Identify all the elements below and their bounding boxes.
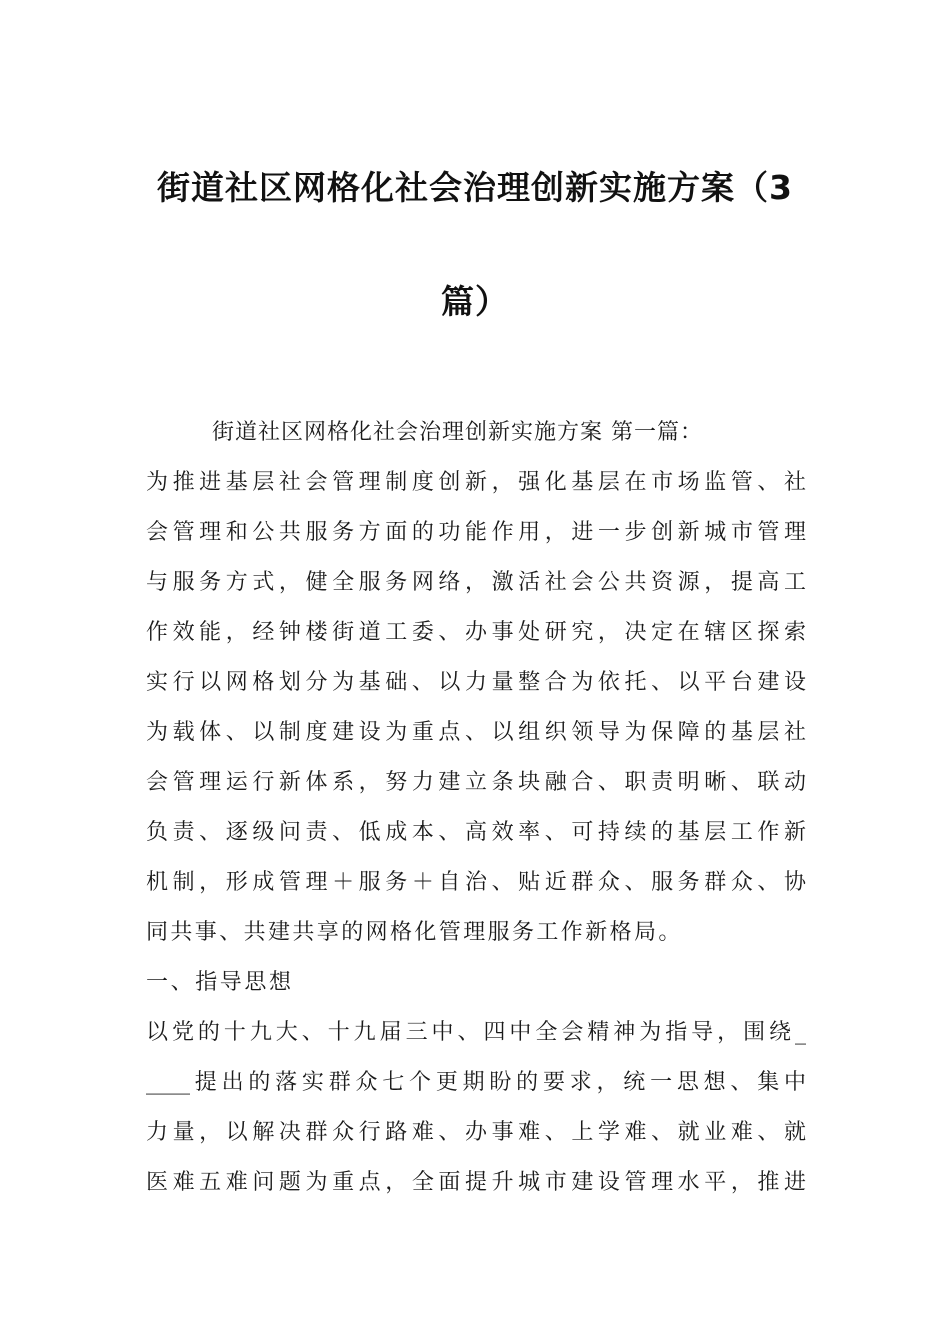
body-line: 力量，以解决群众行路难、办事难、上学难、就业难、就 xyxy=(146,1120,806,1145)
body-line: 负责、逐级问责、低成本、高效率、可持续的基层工作新 xyxy=(146,820,806,845)
section-intro-line: 街道社区网格化社会治理创新实施方案 第一篇： xyxy=(212,420,703,445)
section-heading: 一、指导思想 xyxy=(146,970,294,995)
body-line: 同共事、共建共享的网格化管理服务工作新格局。 xyxy=(146,920,683,945)
body-line: 实行以网格划分为基础、以力量整合为依托、以平台建设 xyxy=(146,670,806,695)
body-line: ____提出的落实群众七个更期盼的要求，统一思想、集中 xyxy=(146,1070,806,1095)
body-line: 会管理运行新体系，努力建立条块融合、职责明晰、联动 xyxy=(146,770,806,795)
body-line: 会管理和公共服务方面的功能作用，进一步创新城市管理 xyxy=(146,520,806,545)
body-line: 与服务方式，健全服务网络，激活社会公共资源，提高工 xyxy=(146,570,806,595)
document-title-line-1: 街道社区网格化社会治理创新实施方案（3 xyxy=(157,168,793,207)
document-body xyxy=(146,408,806,1208)
body-line: 为推进基层社会管理制度创新，强化基层在市场监管、社 xyxy=(146,470,806,495)
body-line: 作效能，经钟楼街道工委、办事处研究，决定在辖区探索 xyxy=(146,620,806,645)
body-line: 医难五难问题为重点，全面提升城市建设管理水平，推进 xyxy=(146,1170,806,1195)
body-line: 以党的十九大、十九届三中、四中全会精神为指导，围绕_ xyxy=(146,1020,806,1045)
document-title-line-2: 篇） xyxy=(441,282,509,321)
body-line: 为载体、以制度建设为重点、以组织领导为保障的基层社 xyxy=(146,720,806,745)
body-line: 机制，形成管理＋服务＋自治、贴近群众、服务群众、协 xyxy=(146,870,806,895)
